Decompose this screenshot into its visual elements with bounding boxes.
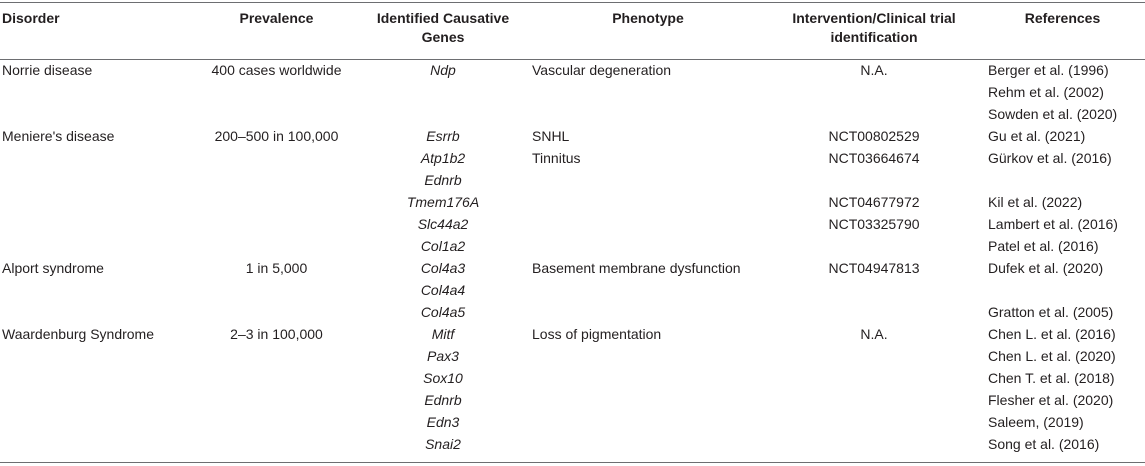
cell-prevalence: 400 cases worldwide (211, 62, 342, 78)
table-row (0, 345, 1145, 367)
cell-phenotype (528, 103, 768, 125)
cell-phenotype (528, 345, 768, 367)
cell-reference: Lambert et al. (2016) (988, 216, 1118, 232)
cell-gene: Slc44a2 (417, 216, 469, 232)
cell-trial: N.A. (860, 62, 888, 78)
cell-trial: NCT03325790 (828, 216, 920, 232)
cell-trial: N.A. (860, 326, 888, 342)
cell-gene: Esrrb (426, 128, 460, 144)
cell-reference: Chen L. et al. (2016) (988, 326, 1116, 342)
cell-disorder (0, 389, 195, 411)
cell-reference: Sowden et al. (2020) (988, 106, 1118, 122)
cell-disorder (0, 103, 195, 125)
cell-disorder: Alport syndrome (2, 260, 104, 276)
table-row (0, 411, 1145, 433)
cell-reference: Song et al. (2016) (988, 436, 1100, 452)
table-row (0, 147, 1145, 169)
table-row (0, 323, 1145, 345)
table-row (0, 125, 1145, 147)
cell-trial (768, 279, 980, 301)
header-trial: Intervention/Clinical trial identification (792, 10, 956, 45)
cell-reference: Flesher et al. (2020) (988, 392, 1114, 408)
cell-disorder (0, 345, 195, 367)
cell-prevalence (195, 103, 358, 125)
cell-phenotype: Loss of pigmentation (532, 326, 662, 342)
cell-gene: Ednrb (424, 172, 462, 188)
table-row (0, 169, 1145, 191)
cell-prevalence: 200–500 in 100,000 (214, 128, 339, 144)
cell-phenotype (528, 389, 768, 411)
cell-reference: Kil et al. (2022) (988, 194, 1083, 210)
table-row (0, 257, 1145, 279)
table-top-rule (0, 2, 1145, 3)
cell-trial (768, 301, 980, 323)
cell-prevalence: 1 in 5,000 (245, 260, 308, 276)
cell-trial: NCT04677972 (828, 194, 920, 210)
cell-prevalence (195, 81, 358, 103)
cell-prevalence (195, 345, 358, 367)
table-row (0, 301, 1145, 323)
cell-disorder (0, 191, 195, 213)
table-row (0, 433, 1145, 455)
cell-prevalence (195, 279, 358, 301)
table-row (0, 279, 1145, 301)
cell-trial (768, 103, 980, 125)
cell-phenotype (528, 235, 768, 257)
header-references: References (1024, 10, 1101, 26)
cell-reference: Rehm et al. (2002) (988, 84, 1104, 100)
cell-disorder (0, 433, 195, 455)
header-row (0, 4, 1145, 59)
cell-phenotype (528, 213, 768, 235)
cell-gene (358, 81, 528, 103)
table-row (0, 103, 1145, 125)
table-row (0, 389, 1145, 411)
cell-phenotype (528, 367, 768, 389)
cell-prevalence (195, 169, 358, 191)
cell-trial (768, 169, 980, 191)
header-genes: Identified Causative Genes (376, 10, 510, 45)
cell-disorder: Norrie disease (2, 62, 93, 78)
cell-gene: Col4a3 (420, 260, 466, 276)
cell-prevalence (195, 147, 358, 169)
cell-disorder (0, 81, 195, 103)
cell-prevalence (195, 389, 358, 411)
cell-phenotype: Basement membrane dysfunction (532, 260, 741, 276)
table-bottom-rule (0, 462, 1145, 463)
table-header (0, 4, 1145, 59)
cell-gene: Mitf (431, 326, 455, 342)
cell-reference: Dufek et al. (2020) (988, 260, 1104, 276)
cell-trial (768, 345, 980, 367)
cell-trial (768, 81, 980, 103)
cell-reference: Gu et al. (2021) (988, 128, 1086, 144)
disorder-table (0, 4, 1145, 455)
cell-phenotype: Vascular degeneration (532, 62, 672, 78)
header-phenotype: Phenotype (612, 10, 684, 26)
cell-gene: Ndp (430, 62, 456, 78)
cell-trial: NCT03664674 (828, 150, 920, 166)
cell-disorder (0, 301, 195, 323)
cell-prevalence (195, 235, 358, 257)
table-body (0, 59, 1145, 455)
cell-trial: NCT04947813 (828, 260, 920, 276)
cell-phenotype (528, 191, 768, 213)
cell-gene (358, 103, 528, 125)
cell-disorder (0, 411, 195, 433)
cell-reference: Saleem, (2019) (988, 414, 1084, 430)
cell-phenotype (528, 279, 768, 301)
cell-prevalence (195, 213, 358, 235)
cell-phenotype: SNHL (532, 128, 570, 144)
cell-disorder (0, 279, 195, 301)
table-row (0, 213, 1145, 235)
cell-trial: NCT00802529 (828, 128, 920, 144)
cell-reference: Berger et al. (1996) (988, 62, 1109, 78)
cell-prevalence (195, 411, 358, 433)
header-disorder: Disorder (2, 10, 60, 26)
cell-phenotype (528, 433, 768, 455)
cell-disorder (0, 169, 195, 191)
cell-phenotype (528, 411, 768, 433)
cell-disorder (0, 147, 195, 169)
table-row (0, 81, 1145, 103)
cell-gene: Sox10 (423, 370, 463, 386)
table-row (0, 59, 1145, 81)
cell-reference: Chen T. et al. (2018) (988, 370, 1115, 386)
cell-phenotype (528, 169, 768, 191)
header-prevalence: Prevalence (239, 10, 314, 26)
cell-reference: Gürkov et al. (2016) (988, 150, 1112, 166)
cell-phenotype: Tinnitus (532, 150, 581, 166)
table-row (0, 367, 1145, 389)
cell-gene: Col4a4 (420, 282, 466, 298)
table-row (0, 191, 1145, 213)
cell-gene: Atp1b2 (420, 150, 466, 166)
cell-reference: Patel et al. (2016) (988, 238, 1099, 254)
cell-gene: Col4a5 (420, 304, 466, 320)
cell-disorder: Waardenburg Syndrome (2, 326, 155, 342)
cell-gene: Snai2 (425, 436, 461, 452)
cell-gene: Ednrb (424, 392, 462, 408)
cell-phenotype (528, 81, 768, 103)
cell-trial (768, 367, 980, 389)
cell-gene: Tmem176A (406, 194, 480, 210)
cell-prevalence (195, 301, 358, 323)
cell-gene: Col1a2 (420, 238, 466, 254)
cell-prevalence: 2–3 in 100,000 (230, 326, 323, 342)
cell-trial (768, 411, 980, 433)
cell-trial (768, 389, 980, 411)
cell-disorder (0, 367, 195, 389)
cell-reference (980, 279, 1145, 301)
cell-disorder: Meniere's disease (2, 128, 115, 144)
cell-reference: Gratton et al. (2005) (988, 304, 1114, 320)
cell-gene: Pax3 (427, 348, 459, 364)
cell-trial (768, 235, 980, 257)
cell-prevalence (195, 367, 358, 389)
cell-reference (980, 169, 1145, 191)
cell-reference: Chen L. et al. (2020) (988, 348, 1116, 364)
cell-trial (768, 433, 980, 455)
cell-prevalence (195, 191, 358, 213)
cell-disorder (0, 213, 195, 235)
table-row (0, 235, 1145, 257)
cell-gene: Edn3 (426, 414, 460, 430)
cell-disorder (0, 235, 195, 257)
cell-prevalence (195, 433, 358, 455)
cell-phenotype (528, 301, 768, 323)
